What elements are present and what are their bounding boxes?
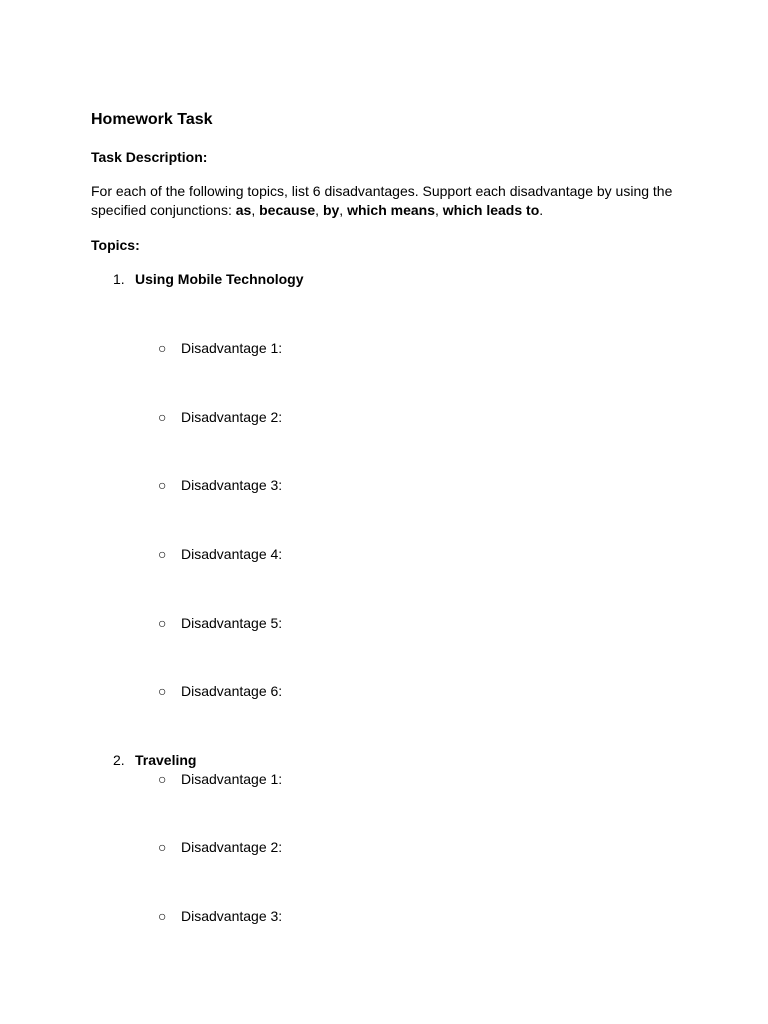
hollow-circle-bullet-icon: ○: [158, 477, 167, 493]
disadvantage-label: Disadvantage 1:: [181, 340, 283, 356]
topic-item: [113, 751, 196, 769]
disadvantage-item: [158, 476, 282, 494]
disadvantage-label: Disadvantage 2:: [181, 409, 283, 425]
disadvantage-label: Disadvantage 4:: [181, 546, 283, 562]
disadvantage-item: [158, 408, 282, 426]
conjunction-which-leads-to: which leads to: [442, 202, 540, 218]
disadvantage-item: [158, 838, 282, 856]
conjunction-separator: ,: [339, 202, 348, 218]
hollow-circle-bullet-icon: ○: [158, 340, 167, 356]
topic-number: 2.: [113, 752, 125, 768]
hollow-circle-bullet-icon: ○: [158, 546, 167, 562]
topic-item: [113, 270, 304, 288]
hollow-circle-bullet-icon: ○: [158, 683, 167, 699]
instructions-end: .: [539, 202, 544, 218]
hollow-circle-bullet-icon: ○: [158, 409, 167, 425]
topics-heading: Topics:: [91, 237, 140, 253]
disadvantage-label: Disadvantage 5:: [181, 615, 283, 631]
instructions-text: For each of the following topics, list 6 disadvantages. Support each disadvantage by using the specified conjunctions:: [91, 183, 673, 218]
conjunction-separator: ,: [435, 202, 443, 218]
conjunction-because: because: [259, 202, 316, 218]
topic-name: Using Mobile Technology: [135, 271, 304, 287]
disadvantage-label: Disadvantage 3:: [181, 477, 283, 493]
conjunction-separator: ,: [251, 202, 260, 218]
instructions-paragraph: [91, 182, 681, 220]
conjunction-as: as: [235, 202, 252, 218]
hollow-circle-bullet-icon: ○: [158, 908, 167, 924]
disadvantage-item: [158, 339, 282, 357]
conjunction-by: by: [322, 202, 340, 218]
topic-name: Traveling: [135, 752, 197, 768]
disadvantage-item: [158, 614, 282, 632]
disadvantage-item: [158, 545, 282, 563]
topic-number: 1.: [113, 271, 125, 287]
disadvantage-label: Disadvantage 1:: [181, 771, 283, 787]
disadvantage-item: [158, 682, 282, 700]
hollow-circle-bullet-icon: ○: [158, 771, 167, 787]
conjunction-which-means: which means: [347, 202, 435, 218]
disadvantage-item: [158, 770, 282, 788]
hollow-circle-bullet-icon: ○: [158, 615, 167, 631]
conjunction-separator: ,: [315, 202, 323, 218]
document-title: Homework Task: [91, 111, 213, 128]
task-description-heading: Task Description:: [91, 149, 208, 165]
disadvantage-item: [158, 907, 282, 925]
disadvantage-label: Disadvantage 2:: [181, 839, 283, 855]
hollow-circle-bullet-icon: ○: [158, 839, 167, 855]
disadvantage-label: Disadvantage 3:: [181, 908, 283, 924]
disadvantage-label: Disadvantage 6:: [181, 683, 283, 699]
